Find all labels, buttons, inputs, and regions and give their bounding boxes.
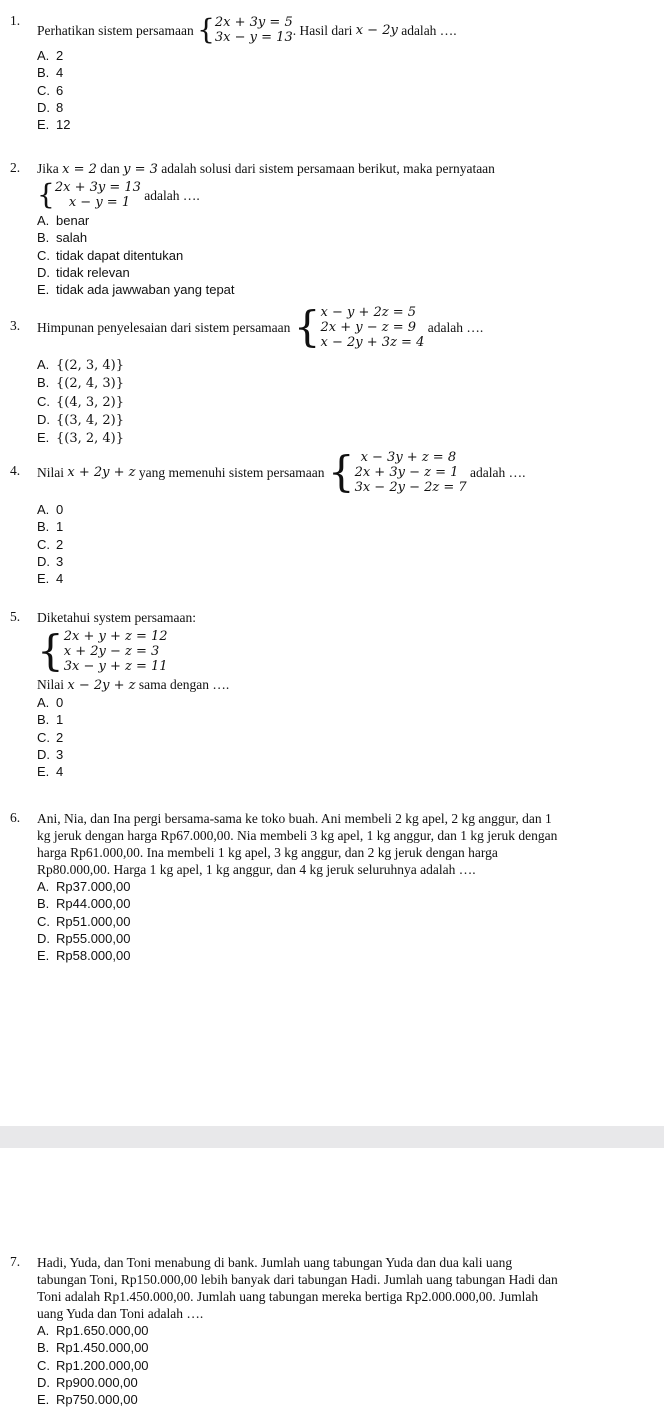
paragraph-line: kg jeruk dengan harga Rp67.000,00. Nia membeli 3 kg apel, 1 kg anggur, dan 1 kg jeruk dengan	[37, 828, 558, 843]
option-a[interactable]: A. Rp1.650.000,00	[37, 1323, 149, 1338]
equation-line: x − y = 1	[68, 195, 131, 210]
option-b[interactable]: B. {(2, 4, 3)}	[37, 375, 125, 392]
question-stem	[37, 447, 658, 497]
question-number: 7.	[10, 1254, 21, 1269]
equation-line: 2x + y − z = 9	[320, 319, 417, 335]
equation-line: 2x + 3y = 13	[54, 180, 141, 195]
question-text: adalah ….	[470, 464, 526, 480]
option-c[interactable]: C. Rp1.200.000,00	[37, 1357, 149, 1373]
equation-line: 3x − y = 13	[214, 30, 293, 45]
option-a[interactable]: A. {(2, 3, 4)}	[37, 357, 125, 373]
option-a[interactable]: A. Rp37.000,00	[37, 879, 131, 894]
option-list	[37, 212, 658, 298]
question-text: Himpunan penyelesaian dari sistem persamaan	[37, 319, 291, 335]
option-e[interactable]: E. Rp750.000,00	[37, 1392, 138, 1408]
question-text: Nilai	[37, 677, 64, 692]
question-text: sama dengan ….	[138, 677, 230, 692]
question-intro: Diketahui system persamaan:	[37, 610, 196, 625]
equation-line: x + 2y − z = 3	[63, 643, 160, 659]
equation-line: x − 3y + z = 8	[360, 449, 457, 465]
question-text: adalah solusi dari sistem persamaan berikut, maka pernyataan	[161, 161, 495, 176]
question-stem	[37, 13, 658, 47]
equation-line: 2x + 3y = 5	[214, 15, 293, 30]
document-page-2	[0, 1148, 664, 1424]
option-list	[37, 501, 658, 587]
question-6	[10, 810, 658, 964]
option-list	[37, 47, 658, 133]
equation-line: 2x + 3y − z = 1	[354, 464, 459, 480]
question-2	[10, 160, 658, 298]
option-c[interactable]: C. {(4, 3, 2)}	[37, 393, 125, 410]
paragraph-line: Hadi, Yuda, dan Toni menabung di bank. Jumlah uang tabungan Yuda dan dua kali uang	[37, 1255, 513, 1270]
option-d[interactable]: D. {(3, 4, 2)}	[37, 411, 125, 428]
math-expression: x + 2y + z	[67, 464, 136, 480]
equation-row	[37, 626, 658, 676]
option-d[interactable]: D. 3	[37, 746, 64, 762]
question-text: Jika	[37, 161, 59, 176]
question-text: dan	[100, 161, 120, 176]
math-expression: y = 3	[123, 162, 158, 177]
question-number: 1.	[10, 13, 21, 28]
question-4	[10, 447, 658, 587]
question-stem	[37, 676, 658, 694]
option-c[interactable]: C. 2	[37, 536, 64, 552]
option-list	[37, 1322, 658, 1408]
equation-line: 3x − 2y − 2z = 7	[354, 479, 467, 495]
question-number: 6.	[10, 810, 21, 825]
option-a[interactable]: A. 2	[37, 48, 64, 63]
math-expression: x − 2y	[355, 22, 398, 38]
question-number: 5.	[10, 609, 21, 624]
equation-system	[37, 180, 141, 210]
question-text: adalah ….	[144, 187, 200, 203]
option-list	[37, 356, 658, 447]
question-number: 4.	[10, 463, 21, 478]
question-paragraph	[37, 1254, 658, 1322]
equation-row	[37, 178, 658, 212]
option-d[interactable]: D. 8	[37, 99, 64, 115]
question-text: Nilai	[37, 464, 64, 480]
equation-system	[327, 447, 467, 496]
option-b[interactable]: B. 1	[37, 519, 64, 535]
equation-line: 2x + y + z = 12	[63, 628, 168, 644]
option-d[interactable]: D. tidak relevan	[37, 264, 130, 280]
option-c[interactable]: C. 2	[37, 729, 64, 745]
question-number: 2.	[10, 160, 21, 175]
option-a[interactable]: A. benar	[37, 213, 90, 228]
option-a[interactable]: A. 0	[37, 502, 64, 517]
math-expression: x = 2	[62, 162, 97, 177]
page-separator	[0, 1126, 664, 1148]
question-text: Perhatikan sistem persamaan	[37, 22, 194, 38]
question-text: adalah ….	[427, 319, 484, 335]
option-d[interactable]: D. Rp900.000,00	[37, 1374, 138, 1390]
equation-system	[197, 15, 293, 45]
option-b[interactable]: B. salah	[37, 230, 88, 246]
option-e[interactable]: E. Rp58.000,00	[37, 948, 131, 964]
question-1	[10, 13, 658, 133]
paragraph-line: Ani, Nia, dan Ina pergi bersama-sama ke toko buah. Ani membeli 2 kg apel, 2 kg anggur, dan 1	[37, 811, 552, 826]
equation-line: 3x − y + z = 11	[63, 658, 168, 674]
option-e[interactable]: E. tidak ada jawwaban yang tepat	[37, 282, 235, 298]
option-b[interactable]: B. Rp44.000,00	[37, 896, 131, 912]
option-c[interactable]: C. tidak dapat ditentukan	[37, 247, 184, 263]
question-5	[10, 609, 658, 780]
question-text: yang memenuhi sistem persamaan	[138, 464, 325, 480]
left-brace: {	[197, 13, 215, 46]
question-stem	[37, 160, 658, 178]
option-e[interactable]: E. 4	[37, 571, 64, 587]
option-e[interactable]: E. {(3, 2, 4)}	[37, 430, 125, 447]
equation-line: x − 2y + 3z = 4	[320, 334, 425, 350]
equation-system	[37, 626, 168, 675]
option-a[interactable]: A. 0	[37, 695, 64, 710]
option-d[interactable]: D. 3	[37, 553, 64, 569]
paragraph-line: uang Yuda dan Toni adalah ….	[37, 1306, 204, 1321]
option-e[interactable]: E. 12	[37, 117, 71, 133]
option-b[interactable]: B. Rp1.450.000,00	[37, 1340, 149, 1356]
left-brace: {	[327, 447, 355, 496]
paragraph-line: Rp80.000,00. Harga 1 kg apel, 1 kg anggur, dan 4 kg jeruk seluruhnya adalah ….	[37, 862, 476, 877]
question-number: 3.	[10, 318, 21, 333]
left-brace: {	[293, 302, 321, 351]
option-d[interactable]: D. Rp55.000,00	[37, 930, 131, 946]
question-7	[10, 1254, 658, 1408]
paragraph-line: Toni adalah Rp1.450.000,00. Jumlah uang tabungan mereka bertiga Rp2.000.000,00. Jumlah	[37, 1289, 539, 1304]
question-paragraph	[37, 810, 658, 878]
question-3	[10, 302, 658, 447]
option-list	[37, 878, 658, 964]
left-brace: {	[37, 626, 64, 675]
paragraph-line: tabungan Toni, Rp150.000,00 lebih banyak dari tabungan Hadi. Jumlah uang tabungan Hadi dan	[37, 1272, 558, 1287]
option-e[interactable]: E. 4	[37, 764, 64, 780]
math-expression: x − 2y + z	[67, 678, 136, 693]
option-list	[37, 694, 658, 780]
left-brace: {	[37, 178, 55, 211]
question-text: . Hasil dari	[292, 22, 353, 38]
question-stem	[37, 302, 658, 352]
option-c[interactable]: C. 6	[37, 82, 64, 98]
question-text: adalah ….	[401, 22, 457, 38]
option-b[interactable]: B. 1	[37, 712, 64, 728]
equation-system	[293, 302, 425, 351]
paragraph-line: harga Rp61.000,00. Ina membeli 1 kg apel, 3 kg anggur, dan 2 kg jeruk dengan harga	[37, 845, 498, 860]
equation-line: x − y + 2z = 5	[320, 304, 417, 320]
option-c[interactable]: C. Rp51.000,00	[37, 913, 131, 929]
option-b[interactable]: B. 4	[37, 65, 64, 81]
